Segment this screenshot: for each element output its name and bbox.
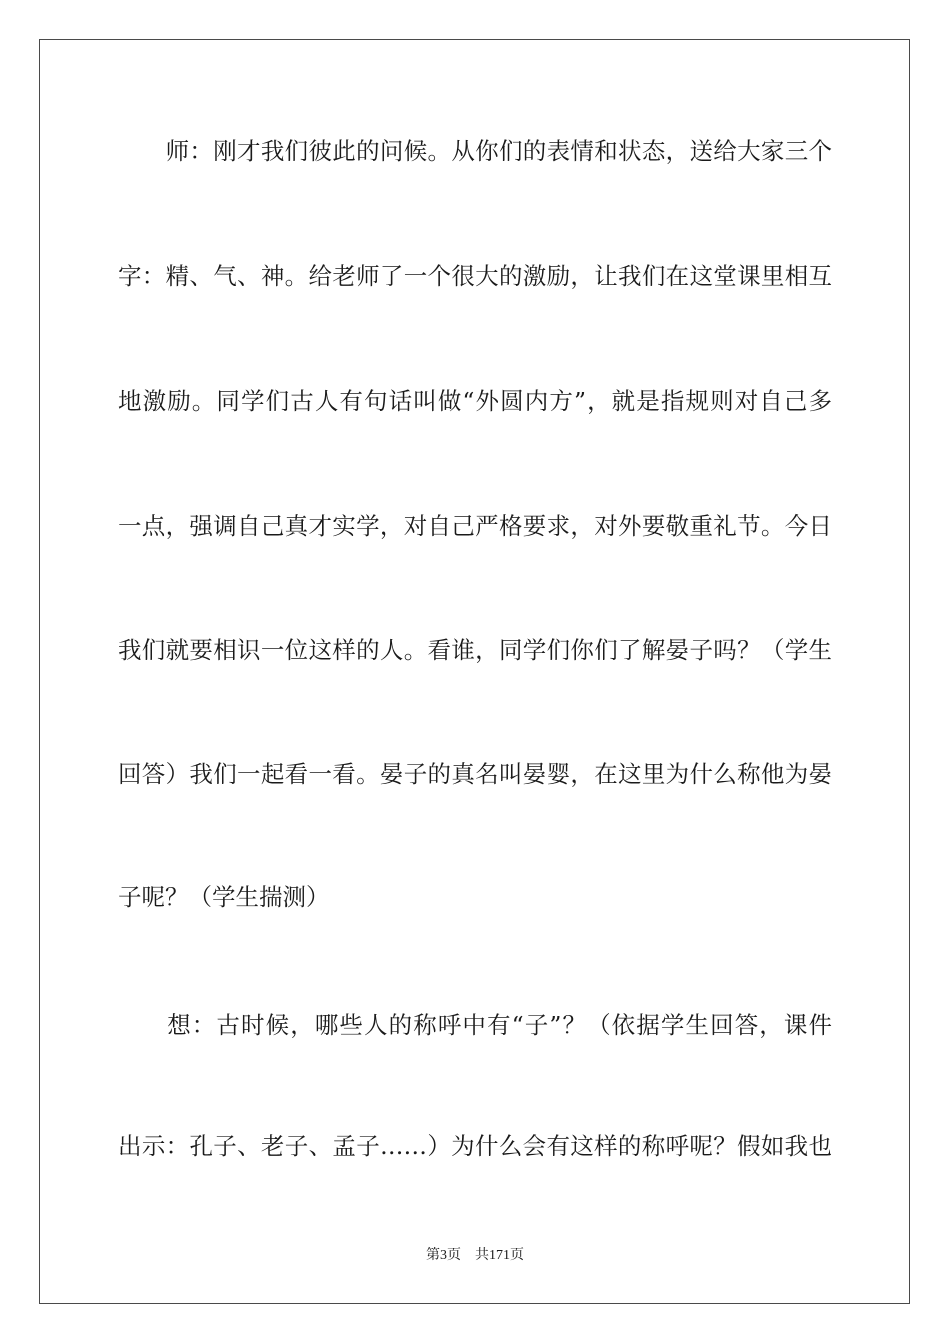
text-line: 想：古时候，哪些人的称呼中有“子”？（依据学生回答，课件 bbox=[118, 1011, 832, 1039]
text-line: 出示：孔子、老子、孟子……）为什么会有这样的称呼呢？假如我也 bbox=[118, 1132, 832, 1160]
text-line: 子呢？（学生揣测） bbox=[118, 883, 330, 911]
page-footer bbox=[0, 1247, 950, 1265]
text-line: 我们就要相识一位这样的人。看谁，同学们你们了解晏子吗？（学生 bbox=[118, 636, 832, 664]
page-number: 第3页 bbox=[426, 1248, 461, 1263]
text-line: 师：刚才我们彼此的问候。从你们的表情和状态，送给大家三个 bbox=[118, 137, 832, 165]
text-line: 一点，强调自己真才实学，对自己严格要求，对外要敬重礼节。今日 bbox=[118, 512, 832, 540]
text-line: 字：精、气、神。给老师了一个很大的激励，让我们在这堂课里相互 bbox=[118, 262, 832, 290]
page-total: 共171页 bbox=[475, 1248, 524, 1263]
text-line: 回答）我们一起看一看。晏子的真名叫晏婴，在这里为什么称他为晏 bbox=[118, 760, 832, 788]
text-line: 地激励。同学们古人有句话叫做“外圆内方”，就是指规则对自己多 bbox=[118, 387, 832, 415]
page-border bbox=[39, 39, 910, 1304]
